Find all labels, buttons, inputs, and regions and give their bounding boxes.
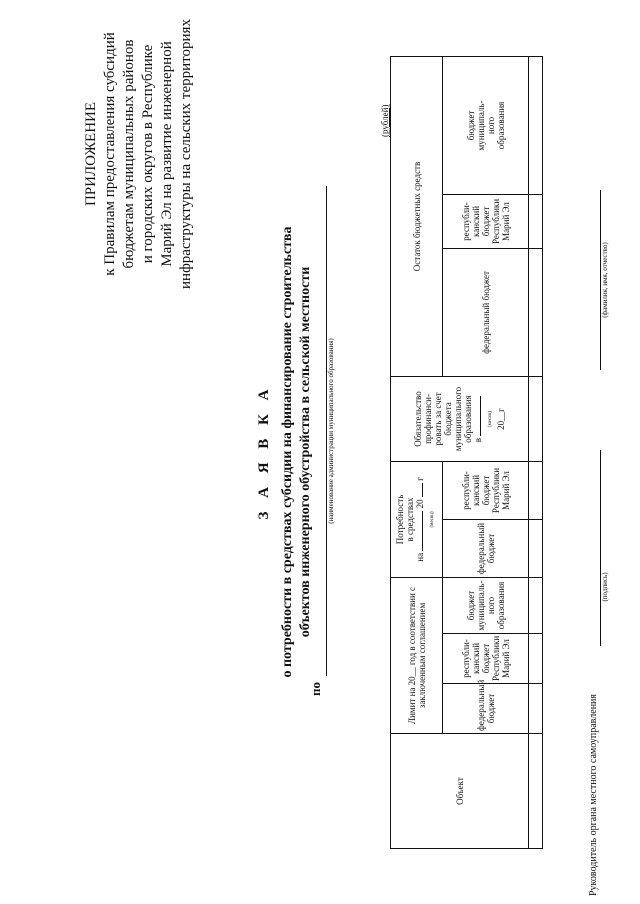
- need-caption: (месяц): [430, 511, 435, 528]
- appendix-line: инфраструктуры на сельских территориях: [178, 19, 194, 289]
- subheader-republic: республи- канский бюджет Республики Марий Эл: [443, 194, 529, 248]
- header-object: Объект: [391, 734, 529, 849]
- request-table: [390, 56, 543, 849]
- header-cofinancing: Обязательство профинанси- ровать за счет бюджета муниципального образования в (месяц) 20__г: [391, 376, 529, 461]
- appendix-line: Марий Эл на развитие инженерной: [159, 41, 175, 267]
- table-header-row: [391, 56, 443, 848]
- separator-line: [600, 450, 601, 550]
- po-caption: (наименование администрации муниципального образования): [327, 338, 335, 524]
- appendix-line: бюджетам муниципальных районов: [121, 39, 137, 269]
- request-subtitle: о потребности в средствах субсидии на финансирование строительства: [280, 226, 295, 678]
- appendix-line: к Правилам предоставления субсидий: [102, 32, 118, 276]
- unit-label: (рублей): [380, 104, 390, 137]
- header-need: Потребность в средствах на 20 г (месяц): [391, 461, 443, 577]
- subheader-republic: республи- канский бюджет Республики Марий Эл: [443, 461, 529, 519]
- request-subtitle: объектов инженерного обустройства в сельской местности: [298, 266, 313, 638]
- name-caption: (фамилия, имя, отчество): [601, 242, 609, 318]
- header-balance: Остаток бюджетных средств: [391, 56, 443, 376]
- header-limit: Лимит на 20__ год в соответствии с заключенным соглашением: [391, 577, 443, 733]
- subheader-federal: федеральный бюджет: [443, 684, 529, 734]
- signature-caption: (подпись): [601, 572, 609, 602]
- subheader-municipal: бюджет муниципаль- ного образования: [443, 577, 529, 633]
- subheader-federal: федеральный бюджет: [443, 248, 529, 376]
- subheader-republic: республи- канский бюджет Республики Марий Эл: [443, 634, 529, 684]
- head-of-administration: Руководитель органа местного самоуправления: [588, 694, 599, 896]
- appendix-line: и городских округов в Республике: [140, 44, 156, 264]
- request-title: З А Я В К А: [256, 384, 272, 520]
- appendix-title: ПРИЛОЖЕНИЕ: [83, 101, 99, 207]
- table-row: [529, 56, 543, 848]
- appendix-block: [82, 14, 196, 294]
- subheader-federal: федеральный бюджет: [443, 519, 529, 577]
- po-label: по: [308, 682, 323, 696]
- subheader-municipal: бюджет муниципаль- ного образования: [443, 56, 529, 194]
